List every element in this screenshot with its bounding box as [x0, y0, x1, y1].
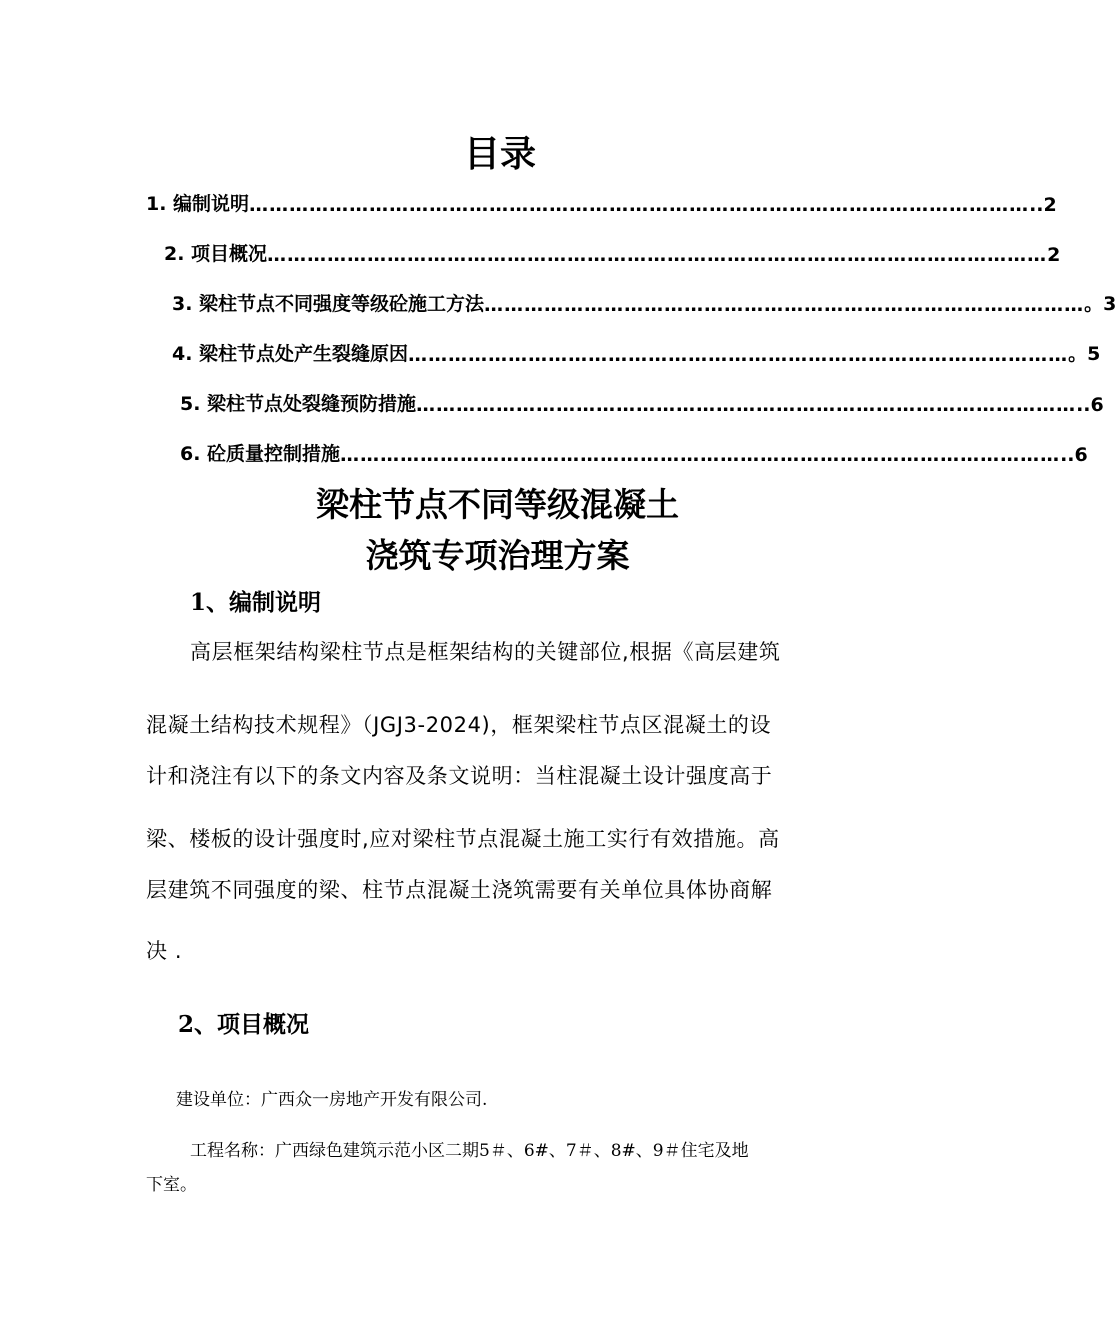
- paragraph-line: 高层框架结构梁柱节点是框架结构的关键部位,根据《高层建筑: [190, 640, 781, 664]
- section-heading-2: 2、项目概况: [178, 1011, 310, 1038]
- paragraph-line: 层建筑不同强度的梁、柱节点混凝土浇筑需要有关单位具体协商解: [146, 878, 773, 902]
- document-title-line-2: 浇筑专项治理方案: [365, 536, 630, 575]
- toc-entry[interactable]: [180, 382, 1104, 416]
- toc-title: 目录: [463, 134, 536, 175]
- toc-entry-label: 2. 项目概况: [164, 243, 268, 265]
- developer-line: 建设单位：广西众一房地产开发有限公司.: [176, 1090, 488, 1110]
- toc-entry-page: ..2: [1029, 194, 1057, 216]
- paragraph-line: 计和浇注有以下的条文内容及条文说明：当柱混凝土设计强度高于: [146, 764, 773, 788]
- toc-entry-label: 3. 梁柱节点不同强度等级砼施工方法: [172, 293, 485, 315]
- project-name-line-cont: 下室。: [146, 1175, 197, 1195]
- paragraph-line: 决 .: [146, 939, 183, 963]
- toc-entry-label: 5. 梁柱节点处裂缝预防措施: [180, 393, 417, 415]
- toc-entry[interactable]: [172, 332, 1101, 366]
- toc-entry[interactable]: [180, 432, 1088, 466]
- toc-leader-dots: ………………………………………………………………………………………: [408, 344, 1069, 366]
- toc-entry-page: 。3: [1084, 293, 1116, 315]
- paragraph-line: 梁、楼板的设计强度时,应对梁柱节点混凝土施工实行有效措施。高: [146, 827, 780, 851]
- toc-entry-page: 2: [1047, 244, 1061, 266]
- section-heading-1: 1、编制说明: [190, 589, 322, 616]
- toc-entry-page: ..6: [1060, 444, 1088, 466]
- toc-entry[interactable]: [146, 182, 1057, 216]
- toc-leader-dots: ………………………………………………………………………………………………: [340, 444, 1061, 466]
- paragraph-line: 混凝土结构技术规程》（JGJ3-2024)，框架梁柱节点区混凝土的设: [146, 713, 772, 737]
- project-name-line: 工程名称：广西绿色建筑示范小区二期5＃、6#、7＃、8#、9＃住宅及地: [190, 1141, 749, 1161]
- toc-entry-page: 。5: [1068, 343, 1101, 365]
- toc-leader-dots: ………………………………………………………………………………………………………: [249, 194, 1030, 216]
- toc-entry-page: ..6: [1076, 394, 1104, 416]
- toc-entry[interactable]: [172, 282, 1116, 316]
- toc-entry[interactable]: [164, 232, 1061, 266]
- document-title-line-1: 梁柱节点不同等级混凝土: [316, 485, 679, 524]
- toc-entry-label: 4. 梁柱节点处产生裂缝原因: [172, 343, 409, 365]
- toc-entry-label: 6. 砼质量控制措施: [180, 443, 341, 465]
- toc-leader-dots: ………………………………………………………………………………………: [416, 394, 1077, 416]
- toc-leader-dots: ………………………………………………………………………………………………………: [267, 244, 1048, 266]
- toc-entry-label: 1. 编制说明: [146, 193, 250, 215]
- toc-leader-dots: ………………………………………………………………………………: [484, 294, 1085, 316]
